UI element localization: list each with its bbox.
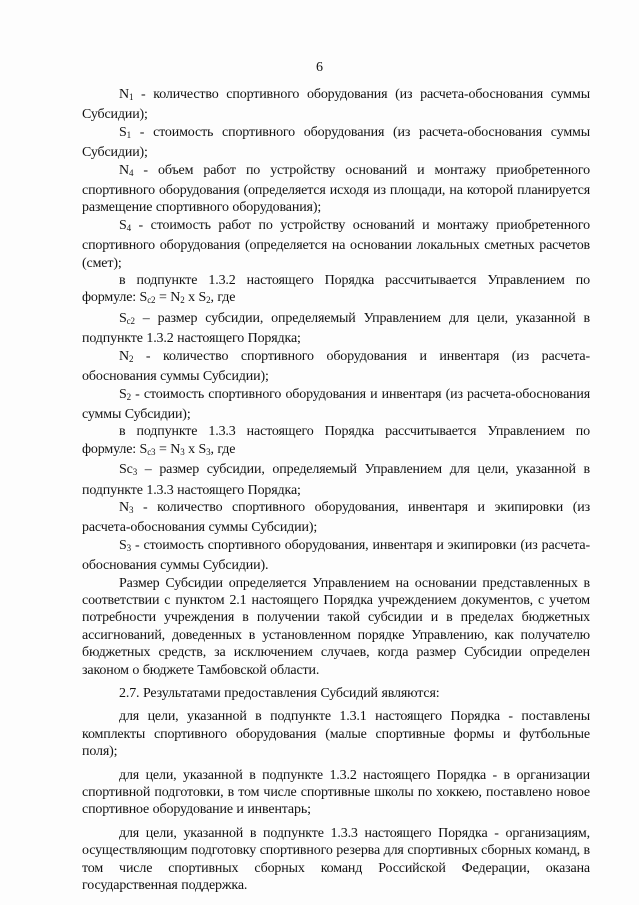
subscript: 2 (206, 295, 211, 306)
text-run: N (119, 162, 129, 178)
subscript: c2 (126, 315, 135, 326)
paragraph-formula-3 (82, 423, 590, 461)
paragraph-n3 (82, 499, 590, 537)
text-run: - количество спортивного оборудования (из расчета-обоснования суммы Субсидии); (82, 87, 590, 123)
text-run: в подпункте 1.3.2 настоящего Порядка рассчитывается Управлением по формуле: S (82, 273, 590, 306)
paragraph-n2 (82, 348, 590, 386)
text-run: - стоимость спортивного оборудования и инвентаря (из расчета-обоснования суммы Субсидии); (82, 386, 590, 422)
subscript: 1 (126, 129, 131, 140)
paragraph-result-2 (82, 767, 590, 819)
text-run: S (119, 386, 127, 402)
subscript: 3 (128, 504, 134, 515)
text-run: для цели, указанной в подпункте 1.3.1 настоящего Порядка - поставлены комплекты спортивного оборудования (малые спортивные формы и футбольные поля); (82, 709, 590, 760)
text-run: x S (184, 441, 207, 457)
text-run: 2.7. Результатами предоставления Субсидий являются: (119, 686, 440, 701)
paragraph-n1 (82, 86, 590, 124)
page-number: 6 (316, 60, 323, 75)
text-run: = N (155, 290, 181, 306)
text-run: - стоимость спортивного оборудования (из расчета-обоснования суммы Субсидии); (82, 124, 590, 161)
paragraph-s2 (82, 386, 590, 424)
subscript: 3 (180, 446, 185, 457)
subscript: 1 (128, 92, 134, 102)
paragraph-s1 (82, 124, 590, 162)
text-run: , где (210, 441, 236, 457)
paragraph-size (82, 575, 590, 679)
subscript: 2 (128, 353, 134, 364)
text-run: Sc (119, 462, 133, 478)
paragraph-sc3 (82, 461, 590, 499)
text-run: - стоимость работ по устройству оснований и монтажу приобретенного спортивного оборудования (определяется на основании локальных сметных расчетов (смет); (82, 217, 590, 271)
subscript: c2 (147, 295, 156, 306)
text-run: S (119, 537, 127, 553)
paragraph-s4 (82, 217, 590, 272)
text-run: N (119, 348, 129, 364)
paragraph-results-head (82, 685, 590, 702)
text-run: - количество спортивного оборудования, инвентаря и экипировки (из расчета-обоснования суммы Субсидии); (82, 499, 590, 536)
text-run: , где (210, 290, 236, 306)
subscript: 3 (126, 542, 131, 553)
paragraph-formula-2 (82, 272, 590, 310)
text-run: N (119, 499, 129, 515)
text-run: - количество спортивного оборудования и инвентаря (из расчета-обоснования суммы Субсидии); (82, 348, 590, 385)
text-run: в подпункте 1.3.3 настоящего Порядка рассчитывается Управлением по формуле: S (82, 424, 590, 457)
text-run: для цели, указанной в подпункте 1.3.3 настоящего Порядка - организациям, осуществляющим подготовку спортивного резерва для спортивных сборных команд, в том числе спортивных сборных команд Российской Федерации, оказана государственная поддержка. (82, 825, 590, 894)
paragraph-s3 (82, 537, 590, 575)
text-run: Размер Субсидии определяется Управлением на основании представленных в соответствии с пунктом 2.1 настоящего Порядка учреждением документов, с учетом потребности учреждения в получении такой субсидии и в пределах бюджетных ассигнований, доведенных в установленном порядке Управлению, как получателю бюджетных средств, за исключением случаев, когда размер Субсидии определен законом о бюджете Тамбовской области. (82, 575, 590, 678)
text-run: S (119, 217, 127, 233)
paragraph-result-1 (82, 708, 590, 760)
text-run: S (119, 310, 127, 326)
paragraph-sc2 (82, 310, 590, 348)
subscript: c3 (147, 446, 156, 457)
subscript: 4 (128, 167, 134, 178)
text-run: для цели, указанной в подпункте 1.3.2 настоящего Порядка - в организации спортивной подготовки, в том числе спортивные школы по хоккею, поставлено новое спортивное оборудование и инвентарь; (82, 767, 590, 818)
paragraph-result-3 (82, 825, 590, 895)
subscript: 2 (126, 391, 131, 402)
text-run: N (119, 87, 129, 102)
text-run: – размер субсидии, определяемый Управлением для цели, указанной в подпункте 1.3.2 настоящего Порядка; (82, 310, 590, 347)
paragraph-n4 (82, 162, 590, 217)
text-run: S (119, 124, 127, 140)
text-run: = N (155, 441, 181, 457)
text-run: - стоимость спортивного оборудования, инвентаря и экипировки (из расчета-обоснования суммы Субсидии). (82, 537, 590, 574)
text-run: - объем работ по устройству оснований и монтажу приобретенного спортивного оборудования (определяется исходя из площади, на которой планируется размещение спортивного оборудования); (82, 162, 590, 216)
document-body (82, 86, 590, 894)
subscript: 2 (180, 295, 185, 306)
subscript: 3 (206, 446, 211, 457)
subscript: 4 (126, 222, 131, 233)
text-run: – размер субсидии, определяемый Управлением для цели, указанной в подпункте 1.3.3 настоящего Порядка; (82, 462, 590, 498)
text-run: x S (184, 290, 207, 306)
subscript: 3 (132, 467, 138, 478)
